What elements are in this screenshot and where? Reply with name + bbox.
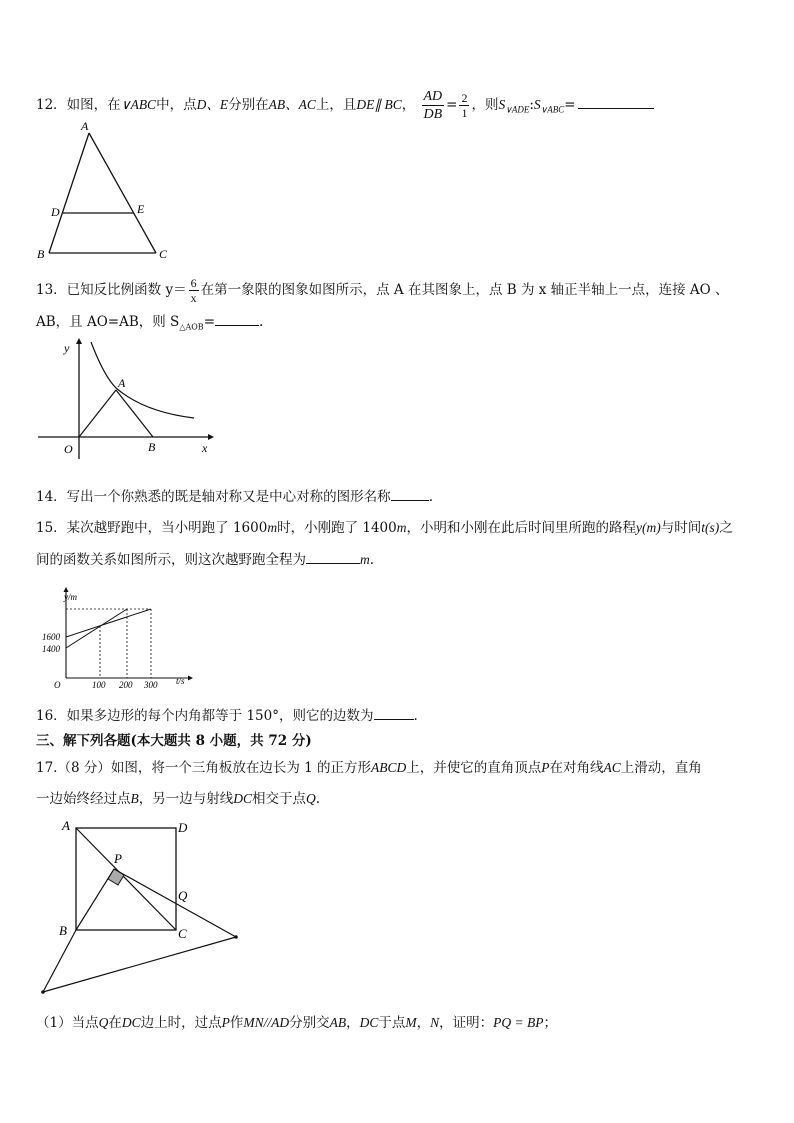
q13-label-b: B (148, 440, 156, 454)
q15-answer-blank[interactable] (306, 551, 360, 564)
q17-line2c: 相交于点 (252, 791, 307, 807)
q13-line2c: . (259, 314, 264, 330)
q17-sub1mn: MN//AD (243, 1015, 290, 1030)
q17-b: B (130, 791, 139, 806)
q15-line1 (36, 518, 733, 538)
q13-label-a: A (118, 376, 126, 390)
q13-frac-den: x (190, 291, 197, 305)
q12-fraction-ratio (459, 91, 469, 120)
q14-question: 14．写出一个你熟悉的既是轴对称又是中心对称的图形名称 (36, 489, 391, 505)
q14-text (36, 487, 433, 507)
q15-distance-time-figure (38, 584, 198, 692)
q13-line2 (36, 312, 263, 338)
section3-title: 三、解下列各题(本大题共 8 小题，共 72 分) (36, 733, 312, 749)
q12-fraction-ad-db (422, 88, 445, 123)
q15-label-1600: 1600 (42, 632, 60, 642)
q12-then: ，则 (471, 97, 499, 113)
q17-sub1q: Q (98, 1015, 109, 1030)
q15-line1a: 15．某次越野跑中，当小明跑了 1600 (36, 520, 268, 536)
q15-line1d: 与时间 (660, 520, 702, 536)
q13-line1a: 13．已知反比例函数 y＝ (36, 282, 187, 298)
q15-label-ts: t/s (176, 676, 185, 686)
q17-right-angle-mark (108, 869, 124, 885)
q15-unit-m: m (360, 552, 370, 567)
q12-eq2: = (564, 97, 576, 113)
q17-sub1a: （1）当点 (36, 1015, 99, 1031)
q12-side-ac (89, 133, 156, 253)
q17-sub1i: ，证明： (439, 1015, 494, 1031)
q17-label-b: B (59, 923, 67, 938)
q14-answer-blank[interactable] (391, 488, 429, 501)
q17-line1b: 上，并使它的直角顶点 (406, 760, 542, 776)
q17-sub1c: 边上时，过点 (140, 1015, 222, 1031)
q17-dc: DC (233, 791, 253, 806)
q15-t-arrow (188, 676, 193, 681)
q12-colon: : (529, 97, 534, 113)
q15-label-ym: y/m (64, 592, 77, 602)
q13-line2a: AB，且 AO=AB，则 S (36, 314, 180, 330)
q13-fraction (189, 276, 199, 305)
q12-s1-sub: ∨ADE (505, 104, 530, 115)
q17-q: Q (306, 791, 316, 806)
q13-line2-sub: △AOB (179, 322, 204, 332)
q15-xiaoming-line (66, 609, 151, 637)
q17-sub1dc: DC (121, 1015, 141, 1030)
q12-label-a: A (81, 119, 89, 133)
q12-label-c: C (159, 247, 168, 261)
q17-sub1dc2: DC (359, 1015, 379, 1030)
q17-sub1e: 分别交 (289, 1015, 330, 1031)
q17-sub1ab: AB (329, 1015, 347, 1030)
q12-side-ab (49, 133, 89, 253)
q15-line1c: ，小明和小刚在此后时间里所跑的路程 (406, 520, 636, 536)
q12-label-b: B (37, 247, 45, 261)
q12-text2: 分别在 (228, 97, 269, 113)
q17-ruler-edge-bottom (43, 937, 236, 992)
q15-label-o: O (54, 680, 61, 690)
q12-segments: AB、AC (268, 97, 316, 112)
q12-triangle-figure (32, 116, 182, 266)
q15-label-1400: 1400 (42, 644, 60, 654)
q15-line2a: 间的函数关系如图所示，则这次越野跑全程为 (36, 552, 306, 568)
q17-line1a: 17.（8 分）如图，将一个三角板放在边长为 1 的正方形 (36, 760, 372, 776)
q12-text3: 上，且 (315, 97, 357, 113)
q17-diagonal-ac (76, 828, 176, 930)
q17-line1 (36, 758, 702, 778)
q13-hyperbola-figure (34, 336, 214, 460)
q17-sub1j: ； (543, 1015, 557, 1031)
q15-m2: m (396, 520, 407, 535)
q17-label-q: Q (178, 888, 188, 903)
q17-sub1n: N (430, 1015, 440, 1030)
q12-triangle: ∨ABC (120, 97, 157, 112)
q17-sub1b: 在 (108, 1015, 122, 1031)
q13-label-o: O (64, 442, 73, 456)
q17-vertex-dot-right (234, 935, 238, 939)
q13-answer-blank[interactable] (215, 313, 259, 326)
q12-label-d: D (51, 205, 60, 219)
q12-points: D、E (196, 97, 229, 112)
q12-parallel: DE∥ BC (356, 97, 402, 112)
q16-text (36, 706, 418, 726)
q17-sub1h: ， (416, 1015, 431, 1031)
q13-line1 (36, 276, 729, 305)
q17-line2d: . (315, 791, 321, 807)
q13-line2b: = (203, 314, 215, 330)
q17-sub1m: M (405, 1015, 417, 1030)
q12-text1: 中，点 (156, 97, 197, 113)
q12-frac-den: DB (423, 107, 443, 122)
q17-ruler-edge-left (43, 930, 76, 992)
q17-vertex-dot-left (41, 990, 45, 994)
q12-eq: = (446, 97, 458, 113)
q15-line1b: 时，小刚跑了 1400 (277, 520, 397, 536)
q12-s2: S (533, 97, 541, 112)
q13-segment-ab (116, 390, 153, 437)
q15-ts: t(s) (701, 520, 720, 535)
q15-xiaogang-line (66, 609, 127, 648)
q16-answer-blank[interactable] (374, 707, 414, 720)
q13-y-arrow (76, 338, 82, 344)
q17-line2a: 一边始终经过点 (36, 791, 131, 807)
q12-answer-blank[interactable] (578, 96, 654, 109)
q17-sub1p: P (221, 1015, 230, 1030)
q17-sub1eq: PQ = BP (493, 1015, 544, 1030)
q13-label-x: x (202, 441, 208, 455)
q13-label-y: y (64, 341, 70, 355)
q17-label-d: D (178, 820, 188, 835)
q13-line1b: 在第一象限的图象如图所示，点 A 在其图象上，点 B 为 x 轴正半轴上一点，连接 AO 、 (200, 282, 729, 298)
q17-line1c: 在对角线 (549, 760, 604, 776)
q14-end: . (428, 489, 433, 505)
q16-question: 16．如果多边形的每个内角都等于 150°，则它的边数为 (36, 708, 374, 724)
q17-label-p: P (114, 851, 122, 866)
q17-label-c: C (178, 926, 187, 941)
q12-comma: ， (401, 97, 416, 113)
q12-lead: 12．如图，在 (36, 97, 121, 113)
q17-ac: AC (603, 760, 621, 775)
q17-p: P (541, 760, 550, 775)
q17-line2 (36, 789, 320, 809)
q12-ratio-num: 2 (461, 91, 468, 105)
q17-line2b: ，另一边与射线 (138, 791, 234, 807)
q15-label-300: 300 (144, 680, 158, 690)
q15-ym: y(m) (635, 520, 661, 535)
q12-frac-num: AD (423, 89, 443, 104)
q15-label-100: 100 (92, 680, 106, 690)
q17-abcd: ABCD (371, 760, 407, 775)
q12-s1: S (498, 97, 506, 112)
q17-square-figure (38, 814, 248, 1000)
q15-line1e: 之 (719, 520, 733, 536)
q13-x-arrow (208, 434, 214, 440)
q17-sub1 (36, 1013, 557, 1033)
q16-end: . (413, 708, 418, 724)
q17-sub1d: 作 (229, 1015, 244, 1031)
q12-s2-sub: ∨ABC (540, 104, 565, 115)
q15-m1: m (267, 520, 278, 535)
q13-frac-num: 6 (190, 276, 197, 290)
q15-line2c: . (369, 552, 375, 568)
q17-label-a: A (62, 818, 70, 833)
q15-line2 (36, 550, 374, 570)
q12-label-e: E (137, 202, 145, 216)
q13-curve (91, 342, 194, 418)
q17-ruler-edge-pq (114, 869, 236, 937)
q12-ratio-den: 1 (461, 106, 468, 120)
q17-line1d: 上滑动，直角 (620, 760, 702, 776)
q15-label-200: 200 (119, 680, 133, 690)
q17-sub1g: 于点 (378, 1015, 406, 1031)
q13-segment-ao (79, 390, 116, 437)
q17-sub1f: ， (346, 1015, 360, 1031)
